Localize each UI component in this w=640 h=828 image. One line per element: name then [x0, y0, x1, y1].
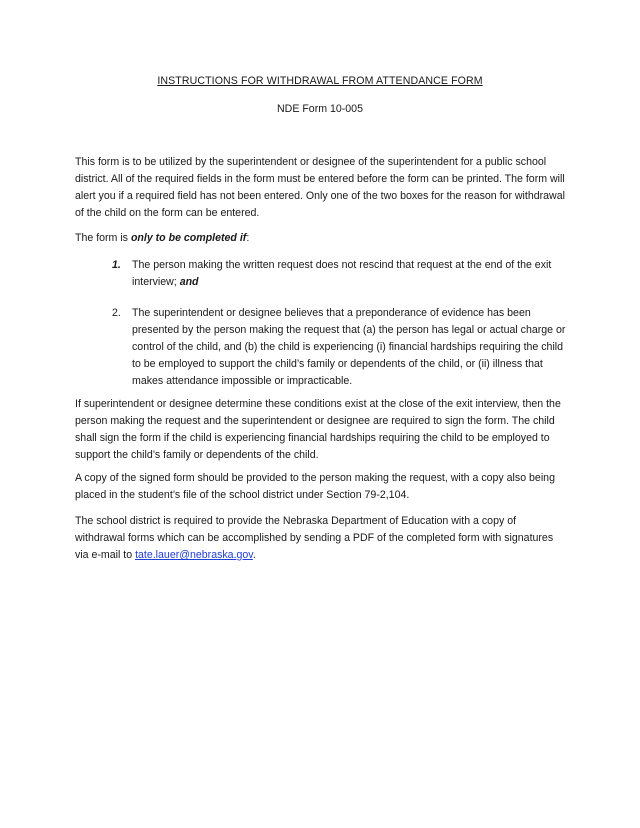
submit-paragraph-end: .: [252, 549, 256, 561]
submit-paragraph-lead: The school district is required to provide the Nebraska Department of Education with a copy of withdrawal forms which can be accomplished by sending a PDF of the completed form with signatures via e-mail to: [75, 515, 554, 561]
condition-paragraph: [75, 230, 565, 247]
document-title: INSTRUCTIONS FOR WITHDRAWAL FROM ATTENDANCE FORM: [157, 75, 483, 87]
condition-emphasis: only to be completed if: [130, 232, 247, 244]
list-item-body: The person making the written request does not rescind that request at the end of the exit interview;: [132, 259, 552, 288]
condition-colon: :: [246, 232, 250, 244]
list-item-number: 1.: [112, 259, 121, 271]
submit-paragraph: [75, 513, 565, 564]
list-item-text: [132, 257, 572, 291]
condition-lead: The form is: [75, 232, 131, 244]
list-item-emphasis: and: [179, 276, 199, 288]
copy-paragraph: A copy of the signed form should be provided to the person making the request, with a copy also being placed in the student’s file of the school district under Section 79-2,104.: [75, 472, 555, 501]
email-link[interactable]: tate.lauer@nebraska.gov: [135, 549, 253, 561]
list-item-text: The superintendent or designee believes that a preponderance of evidence has been presented by the person making the request that (a) the person has legal or actual charge or control of the child, and (b) the child is experiencing (i) financial hardships requiring the child to be employed to support the child’s family or dependents of the child, or (ii) illness that makes attendance impossible or impracticable.: [132, 307, 566, 387]
list-item-number: 2.: [112, 307, 121, 319]
signature-paragraph: If superintendent or designee determine these conditions exist at the close of the exit interview, then the person making the request and the superintendent or designee are required to sign the form. The child shall sign the form if the child is experiencing financial hardships requiring the child to be employed to support the child’s family or dependents of the child.: [75, 398, 561, 461]
form-number: NDE Form 10-005: [277, 103, 363, 115]
intro-paragraph: This form is to be utilized by the superintendent or designee of the superintendent for a public school district. All of the required fields in the form must be entered before the form can be printed. The form will alert you if a required field has not been entered. Only one of the two boxes for the reason for withdrawal of the child on the form can be entered.: [75, 156, 565, 219]
